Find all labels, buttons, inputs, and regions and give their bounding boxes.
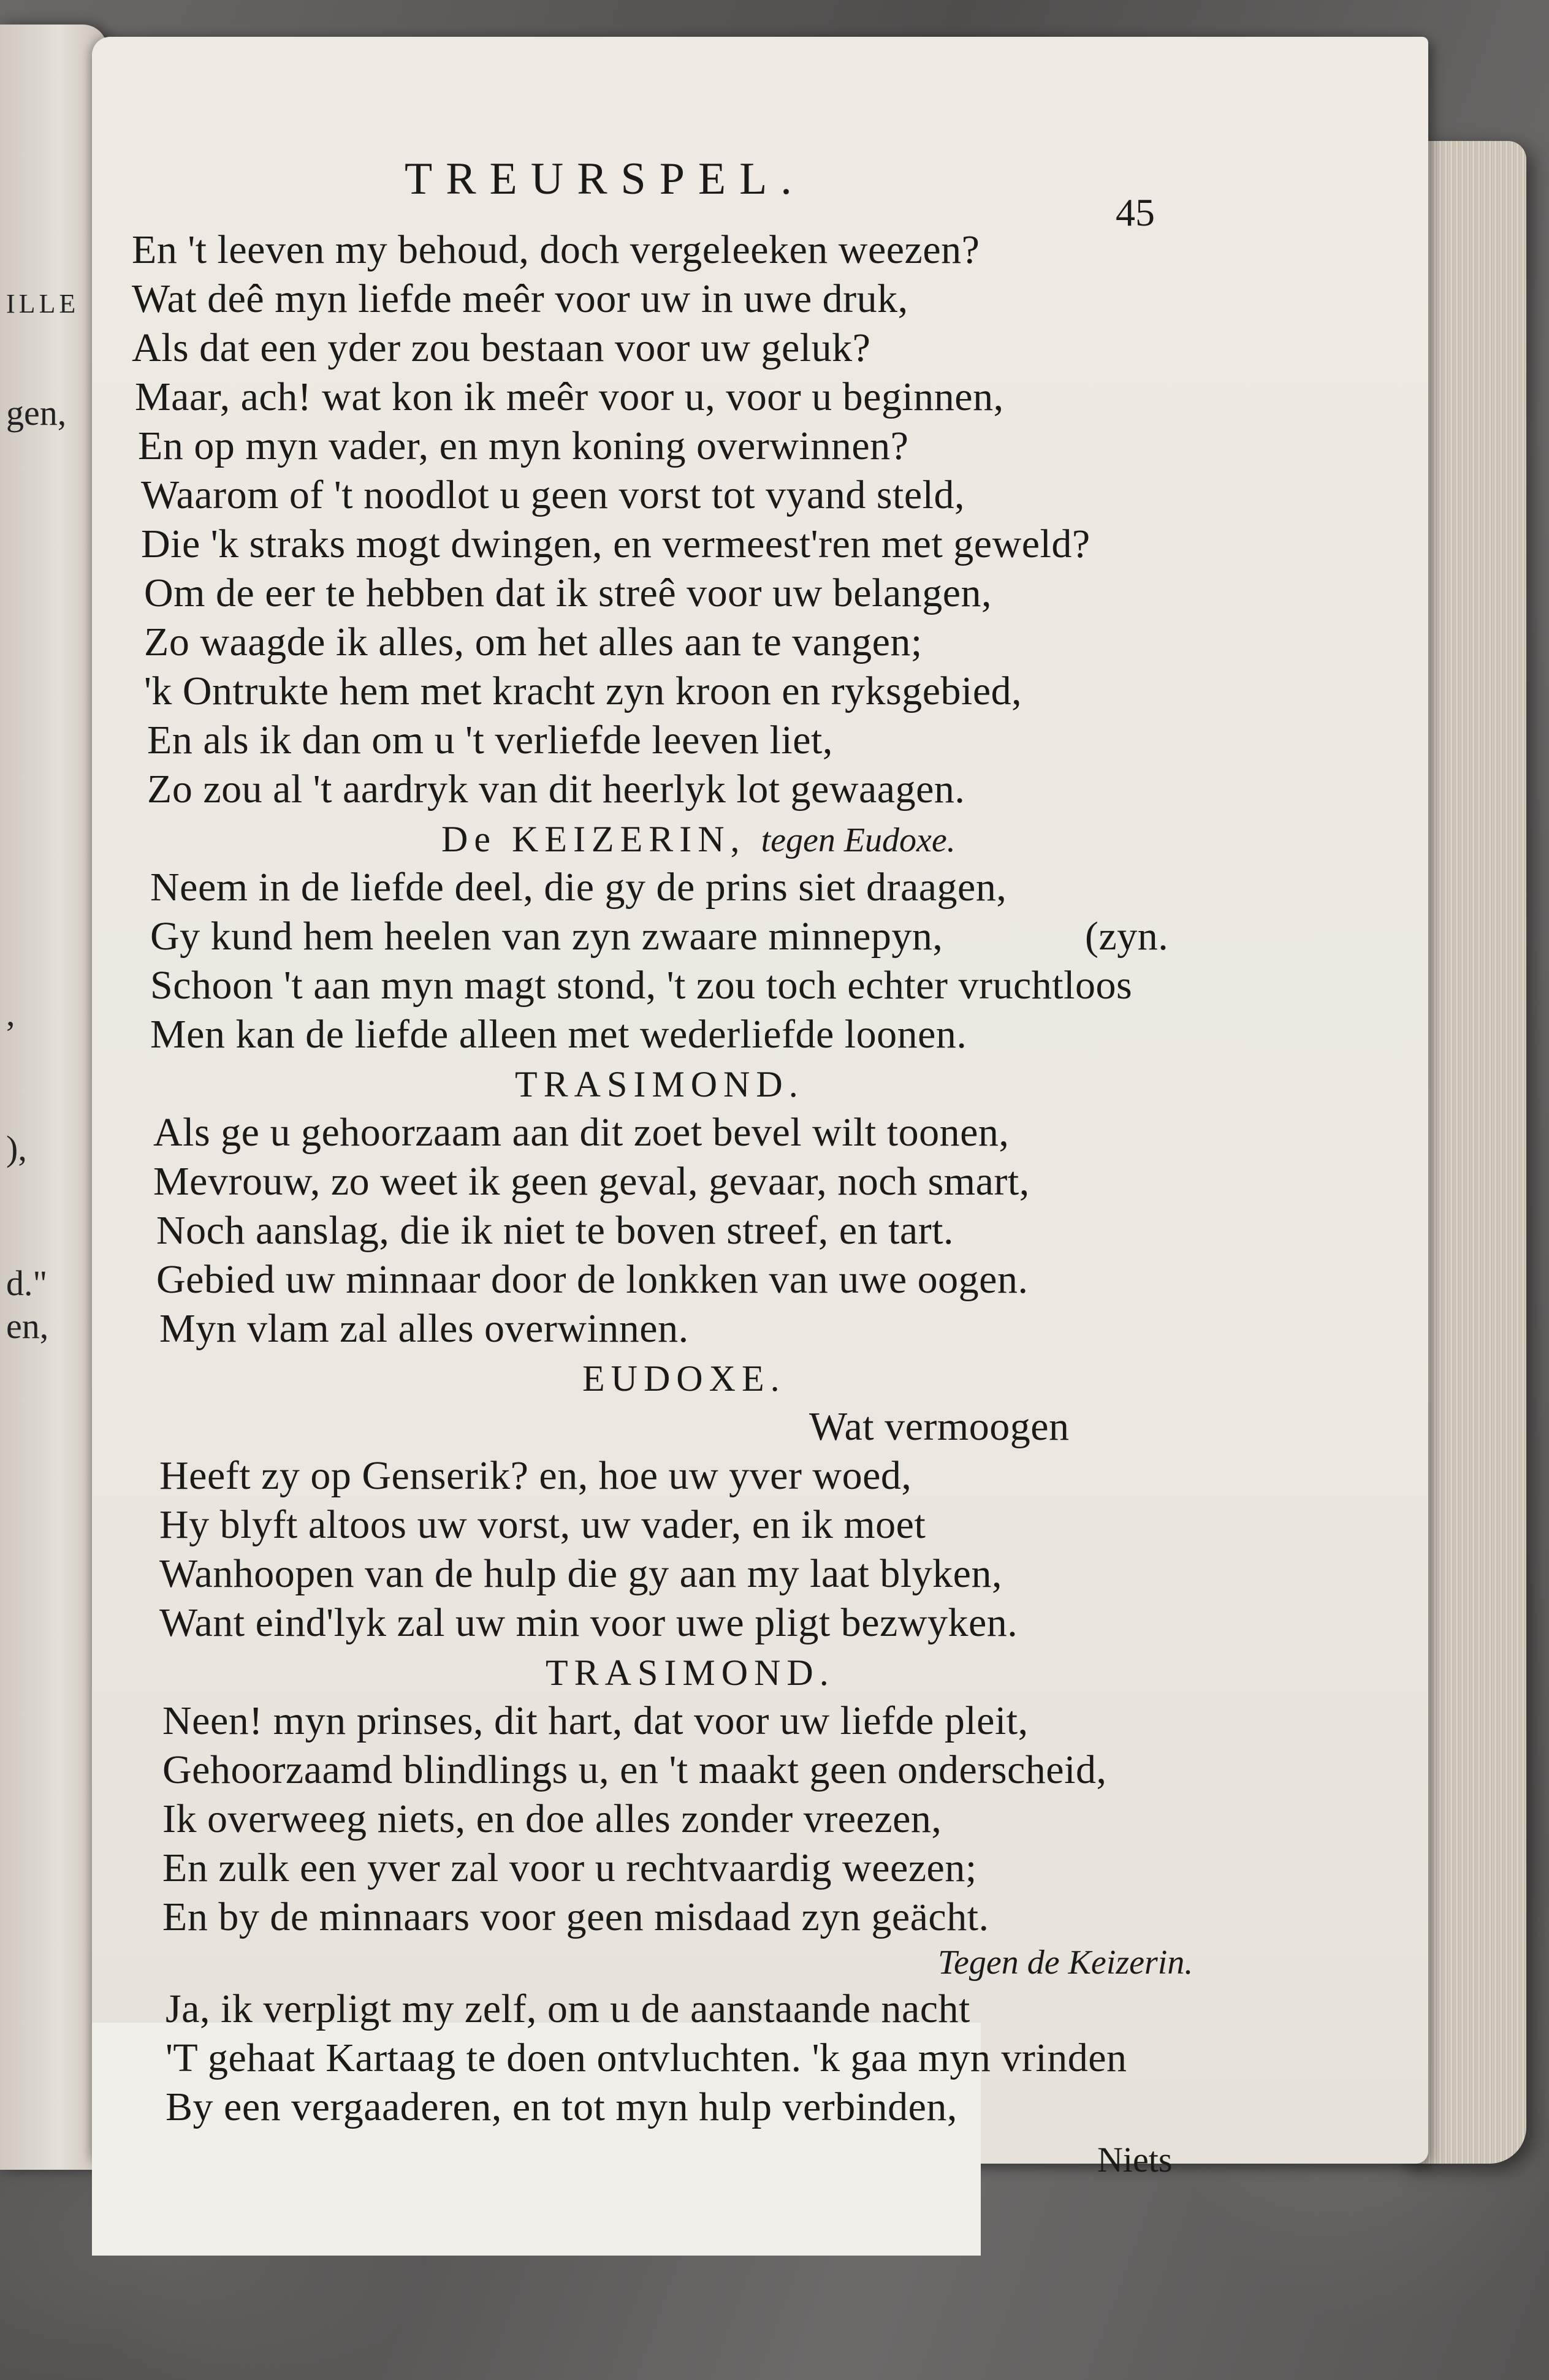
- verse-line: Om de eer te hebben dat ik streê voor uw belangen,: [144, 571, 992, 615]
- verse-line: Zo zou al 't aardryk van dit heerlyk lot gewaagen.: [147, 767, 965, 812]
- catchword: Niets: [1097, 2140, 1173, 2180]
- left-page-fragment: gen,: [6, 393, 67, 433]
- verse-line: By een vergaaderen, en tot myn hulp verbinden,: [166, 2085, 957, 2129]
- left-page-fragment: ILLE: [6, 289, 80, 319]
- verse-line: Ik overweeg niets, en doe alles zonder vreezen,: [162, 1796, 942, 1841]
- verse-line: 'k Ontrukte hem met kracht zyn kroon en ryksgebied,: [144, 669, 1022, 713]
- verse-line: Mevrouw, zo weet ik geen geval, gevaar, noch smart,: [153, 1159, 1030, 1204]
- verse-line: Gebied uw minnaar door de lonkken van uwe oogen.: [156, 1257, 1029, 1302]
- verse-line: Gy kund hem heelen van zyn zwaare minnepyn,: [150, 914, 943, 959]
- left-page-fragment: ),: [6, 1128, 27, 1168]
- verse-line: Als dat een yder zou bestaan voor uw geluk?: [132, 325, 871, 370]
- page-number: 45: [1116, 191, 1155, 234]
- turnover-word: (zyn.: [1085, 914, 1169, 959]
- verse-line: Gehoorzaamd blindlings u, en 't maakt geen onderscheid,: [162, 1747, 1107, 1792]
- verse-line: En by de minnaars voor geen misdaad zyn geächt.: [162, 1895, 989, 1939]
- verse-line: Waarom of 't noodlot u geen vorst tot vyand steld,: [141, 473, 965, 517]
- verse-line: Ja, ik verpligt my zelf, om u de aanstaande nacht: [166, 1987, 970, 2031]
- stage-direction: tegen Eudoxe.: [761, 821, 956, 859]
- speaker-heading: [441, 818, 956, 861]
- speaker-heading: TRASIMOND.: [515, 1064, 804, 1104]
- verse-line: Neen! myn prinses, dit hart, dat voor uw liefde pleit,: [162, 1698, 1029, 1743]
- left-page-fragment: en,: [6, 1306, 49, 1346]
- verse-line: Want eind'lyk zal uw min voor uwe pligt bezwyken.: [159, 1600, 1018, 1645]
- verse-line: Maar, ach! wat kon ik meêr voor u, voor u beginnen,: [135, 374, 1004, 419]
- verse-line: Schoon 't aan myn magt stond, 't zou toch echter vruchtloos: [150, 963, 1133, 1008]
- verse-line: Heeft zy op Genserik? en, hoe uw yver woed,: [159, 1453, 912, 1498]
- running-head: TREURSPEL.: [405, 154, 805, 204]
- verse-line: 'T gehaat Kartaag te doen ontvluchten. 'k gaa myn vrinden: [166, 2036, 1127, 2080]
- verse-line: Hy blyft altoos uw vorst, uw vader, en ik moet: [159, 1502, 926, 1547]
- verse-line: Als ge u gehoorzaam aan dit zoet bevel wilt toonen,: [153, 1110, 1010, 1155]
- verse-line: En 't leeven my behoud, doch vergeleeken weezen?: [132, 227, 980, 272]
- verse-line: Myn vlam zal alles overwinnen.: [159, 1306, 689, 1351]
- verse-line: Zo waagde ik alles, om het alles aan te vangen;: [144, 620, 923, 664]
- speaker-heading: TRASIMOND.: [546, 1652, 835, 1693]
- verse-line: Men kan de liefde alleen met wederliefde loonen.: [150, 1012, 967, 1057]
- verse-line: Neem in de liefde deel, die gy de prins siet draagen,: [150, 865, 1007, 910]
- verse-line: Noch aanslag, die ik niet te boven streef, en tart.: [156, 1208, 954, 1253]
- verse-line: En op myn vader, en myn koning overwinnen?: [138, 424, 909, 468]
- verse-line: Wanhoopen van de hulp die gy aan my laat blyken,: [159, 1551, 1002, 1596]
- left-page-fragment: ,: [6, 994, 15, 1033]
- verse-line: Wat deê myn liefde meêr voor uw in uwe druk,: [132, 276, 908, 321]
- verse-line: En zulk een yver zal voor u rechtvaardig weezen;: [162, 1846, 977, 1890]
- speaker-name: De KEIZERIN,: [441, 819, 746, 859]
- speaker-heading: EUDOXE.: [582, 1358, 786, 1399]
- stage-direction: Tegen de Keizerin.: [938, 1944, 1193, 1982]
- verse-line: En als ik dan om u 't verliefde leeven liet,: [147, 718, 833, 762]
- verse-line: Die 'k straks mogt dwingen, en vermeest'ren met geweld?: [141, 522, 1090, 566]
- left-page-fragment: d.": [6, 1263, 48, 1303]
- verse-line-half: Wat vermoogen: [809, 1404, 1070, 1449]
